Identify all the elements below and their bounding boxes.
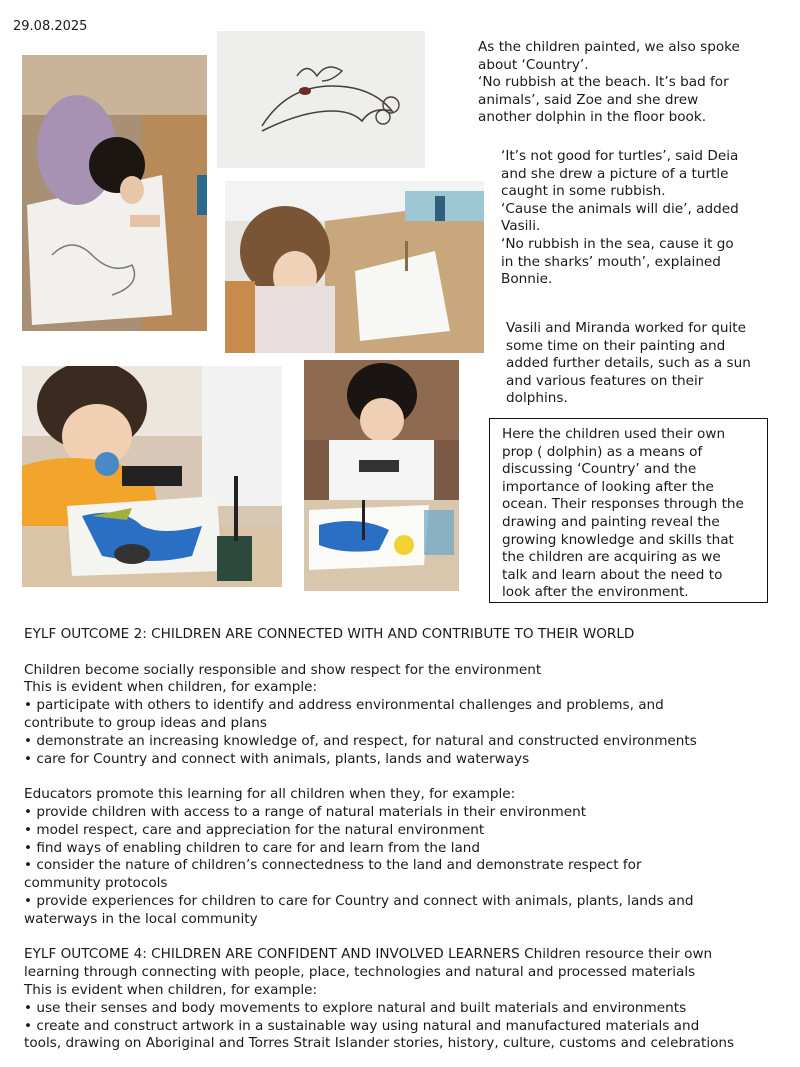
text-line: ‘Cause the animals will die’, added	[501, 200, 739, 217]
text-line: ‘No rubbish in the sea, cause it go	[501, 235, 734, 252]
outcome-2-subheading: Children become socially responsible and show respect for the environment	[24, 661, 542, 678]
text-line: discussing ‘Country’ and the	[502, 461, 697, 478]
outcome-4-heading: EYLF OUTCOME 4: CHILDREN ARE CONFIDENT AND INVOLVED LEARNERS Children resource their own	[24, 946, 713, 963]
text-line: ocean. Their responses through the	[502, 496, 744, 513]
text-line: ‘No rubbish at the beach. It’s bad for	[478, 74, 729, 91]
text-line: learning through connecting with people, place, technologies and natural and processed materials	[24, 964, 696, 981]
narrative-para-1	[478, 39, 788, 127]
list-item: • use their senses and body movements to explore natural and built materials and environments	[24, 999, 687, 1016]
child-drawing-on-paper-photo	[22, 55, 207, 331]
outcome-2-evident: This is evident when children, for example:	[24, 679, 318, 696]
text-line: Vasili and Miranda worked for quite	[506, 320, 746, 336]
list-item: community protocols	[24, 875, 168, 892]
text-line: Bonnie.	[501, 271, 553, 288]
text-line: This is evident when children, for example:	[24, 981, 318, 998]
text-line: some time on their painting and	[506, 337, 726, 354]
text-line: animals’, said Zoe and she drew	[478, 91, 699, 108]
list-item: • participate with others to identify and address environmental challenges and problems, and	[24, 697, 664, 714]
list-item: • model respect, care and appreciation for the natural environment	[24, 821, 485, 838]
list-item: tools, drawing on Aboriginal and Torres Strait Islander stories, history, culture, customs and celebrations	[24, 1035, 735, 1052]
text-line: As the children painted, we also spoke	[478, 39, 740, 55]
list-item: • care for Country and connect with animals, plants, lands and waterways	[24, 750, 530, 767]
list-item: • provide experiences for children to care for Country and connect with animals, plants, lands and	[24, 892, 694, 909]
text-line: look after the environment.	[502, 584, 689, 601]
text-line: talk and learn about the need to	[502, 566, 723, 583]
text-line: Here the children used their own	[502, 426, 726, 442]
boy-painting-photo	[22, 366, 282, 587]
text-line: caught in some rubbish.	[501, 183, 666, 200]
text-line: ‘It’s not good for turtles’, said Deia	[501, 148, 739, 164]
child-drawing-dolphin-photo	[225, 181, 484, 353]
reflection-box	[489, 418, 768, 603]
list-item: • provide children with access to a range of natural materials in their environment	[24, 803, 587, 820]
text-line: drawing and painting reveal the	[502, 513, 720, 530]
text-line: added further details, such as a sun	[506, 355, 751, 372]
list-item: contribute to group ideas and plans	[24, 714, 267, 731]
text-line: and she drew a picture of a turtle	[501, 165, 729, 182]
outcome-2-heading: EYLF OUTCOME 2: CHILDREN ARE CONNECTED WITH AND CONTRIBUTE TO THEIR WORLD	[24, 626, 635, 642]
text-line: the children are acquiring as we	[502, 549, 721, 566]
text-line: another dolphin in the floor book.	[478, 109, 707, 126]
list-item: • demonstrate an increasing knowledge of, and respect, for natural and constructed environments	[24, 732, 697, 749]
text-line: dolphins.	[506, 390, 568, 407]
child-painting-photo	[304, 360, 459, 591]
list-item: • create and construct artwork in a sustainable way using natural and manufactured materials and	[24, 1017, 700, 1034]
list-item: waterways in the local community	[24, 910, 258, 927]
text-line: about ‘Country’.	[478, 56, 589, 73]
narrative-para-3	[506, 320, 791, 408]
text-line: importance of looking after the	[502, 478, 714, 495]
page-date: 29.08.2025	[13, 19, 88, 34]
text-line: prop ( dolphin) as a means of	[502, 443, 703, 460]
educators-heading: Educators promote this learning for all children when they, for example:	[24, 786, 516, 803]
text-line: growing knowledge and skills that	[502, 531, 734, 548]
list-item: • find ways of enabling children to care for and learn from the land	[24, 839, 481, 856]
narrative-para-2	[501, 148, 791, 289]
text-line: in the sharks’ mouth’, explained	[501, 253, 721, 270]
eylf-outcomes	[24, 626, 780, 1053]
list-item: • consider the nature of children’s connectedness to the land and demonstrate respect for	[24, 857, 642, 874]
text-line: and various features on their	[506, 372, 704, 389]
text-line: Vasili.	[501, 218, 541, 235]
dolphin-sketch-photo	[217, 31, 425, 168]
